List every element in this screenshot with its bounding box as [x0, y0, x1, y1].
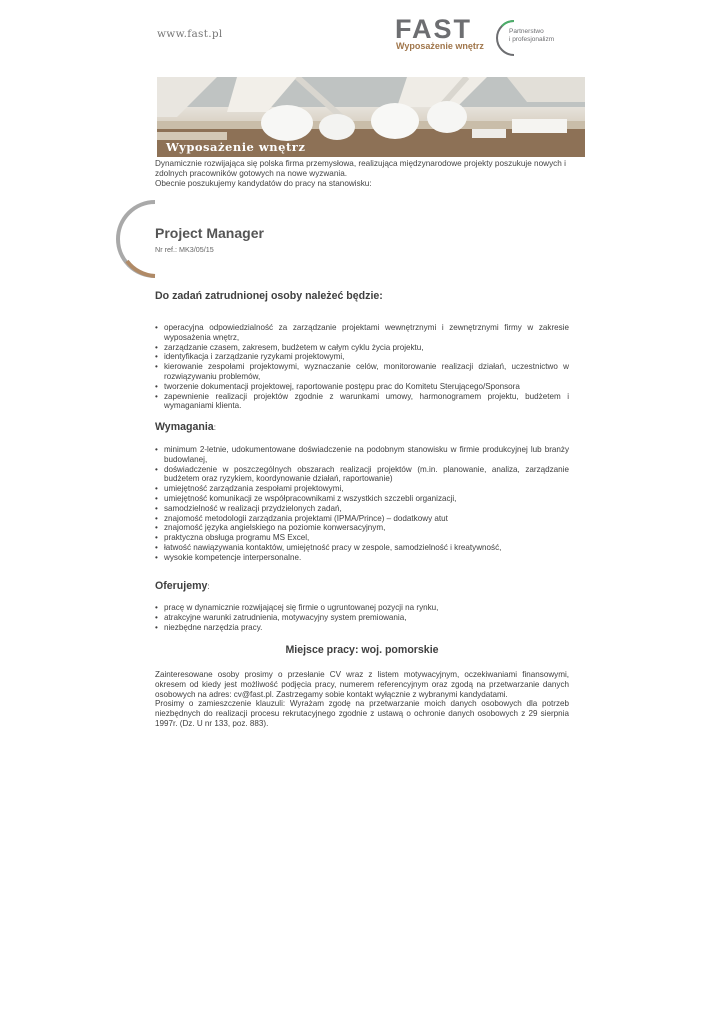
offer-heading: [155, 580, 210, 592]
list-item: • praktyczna obsługa programu MS Excel,: [155, 533, 569, 543]
list-item: • umiejętność zarządzania zespołami projektowymi,: [155, 484, 569, 494]
consent-clause-paragraph: Prosimy o zamieszczenie klauzuli: Wyrażam zgodę na przetwarzanie moich danych osobowych dla potrzeb niezbędnych do realizacji procesu rekrutacyjnego zgodnie z ustawą o ochronie danych osobowych z 29 sierpnia 1997r. (Dz. U nr 133, poz. 883).: [155, 699, 569, 728]
list-item: • kierowanie zespołami projektowymi, wyznaczanie celów, monitorowanie realizacji działań, uczestnictwo w rozwiązywaniu problemów,: [155, 362, 569, 382]
list-item: • tworzenie dokumentacji projektowej, raportowanie postępu prac do Komitetu Sterującego/Sponsora: [155, 382, 569, 392]
logo-claim-line1: Partnerstwo: [509, 28, 544, 35]
banner-image: [157, 77, 585, 157]
offer-list: [155, 603, 569, 632]
duties-heading: Do zadań zatrudnionej osoby należeć będzie:: [155, 290, 383, 302]
list-item: • samodzielność w realizacji przydzielonych zadań,: [155, 504, 569, 514]
requirements-heading-text: Wymagania: [155, 421, 214, 433]
logo-claim: [509, 28, 554, 44]
list-item: • umiejętność komunikacji ze współpracownikami z wszystkich szczebli organizacji,: [155, 494, 569, 504]
banner-caption: Wyposażenie wnętrz: [166, 140, 306, 154]
offer-heading-colon: :: [207, 582, 210, 591]
list-item: • zarządzanie czasem, zakresem, budżetem w całym cyklu życia projektu,: [155, 343, 569, 353]
requirements-list: [155, 445, 569, 563]
job-title: Project Manager: [155, 225, 264, 241]
requirements-heading-colon: :: [213, 423, 216, 432]
offer-heading-text: Oferujemy: [155, 580, 208, 592]
list-item: • atrakcyjne warunki zatrudnienia, motywacyjny system premiowania,: [155, 613, 569, 623]
intro-line-1: Dynamicznie rozwijająca się polska firma przemysłowa, realizująca międzynarodowe projekty poszukuje nowych i zdolnych pracowników gotowych na nowe wyzwania.: [155, 159, 566, 179]
list-item: • pracę w dynamicznie rozwijającej się firmie o ugruntowanej pozycji na rynku,: [155, 603, 569, 613]
decorative-arc-icon: [115, 199, 160, 279]
list-item: • identyfikacja i zarządzanie ryzykami projektowymi,: [155, 352, 569, 362]
list-item: • minimum 2-letnie, udokumentowane doświadczenie na podobnym stanowisku w firmie produkcyjnej lub branży budowlanej,: [155, 445, 569, 465]
list-item: • wysokie kompetencje interpersonalne.: [155, 553, 569, 563]
list-item: • znajomość języka angielskiego na poziomie konwersacyjnym,: [155, 523, 569, 533]
application-instructions: [155, 670, 569, 729]
list-item: • zapewnienie realizacji projektów zgodnie z warunkami umowy, harmonogramem projektu, budżetem i wymaganiami klienta.: [155, 392, 569, 412]
site-url[interactable]: www.fast.pl: [157, 28, 223, 40]
company-logo: [395, 16, 570, 58]
list-item: • łatwość nawiązywania kontaktów, umiejętność pracy w zespole, samodzielność i kreatywność,: [155, 543, 569, 553]
application-paragraph: Zainteresowane osoby prosimy o przesłanie CV wraz z listem motywacyjnym, oczekiwaniami finansowymi, okresem od kiedy jest możliwość podjęcia pracy, numerem referencyjnym oraz zgodą na przetwarzanie danych osobowych na adres: cv@fast.pl. Zastrzegamy sobie kontakt wyłącznie z wybranymi kandydatami.: [155, 670, 569, 699]
workplace-location: Miejsce pracy: woj. pomorskie: [285, 644, 439, 656]
logo-subtitle: Wyposażenie wnętrz: [396, 41, 484, 51]
list-item: • znajomość metodologii zarządzania projektami (IPMA/Prince) – dodatkowy atut: [155, 514, 569, 524]
list-item: • doświadczenie w poszczególnych obszarach realizacji projektów (m.in. planowanie, analiza, zarządzanie budżetem oraz ryzykiem, koordynowanie działań, raportowanie): [155, 465, 569, 485]
list-item: • operacyjna odpowiedzialność za zarządzanie projektami wewnętrznymi i zewnętrznymi firmy w zakresie wyposażenia wnętrz,: [155, 323, 569, 343]
logo-wordmark: FAST: [395, 14, 473, 44]
requirements-heading: [155, 421, 216, 433]
intro-line-2: Obecnie poszukujemy kandydatów do pracy na stanowisku:: [155, 179, 372, 189]
duties-list: [155, 323, 569, 411]
logo-claim-line2: i profesjonalizm: [509, 36, 555, 43]
reference-number: Nr ref.: MK3/05/15: [155, 245, 214, 254]
list-item: • niezbędne narzędzia pracy.: [155, 623, 569, 633]
intro-text: [155, 159, 575, 190]
